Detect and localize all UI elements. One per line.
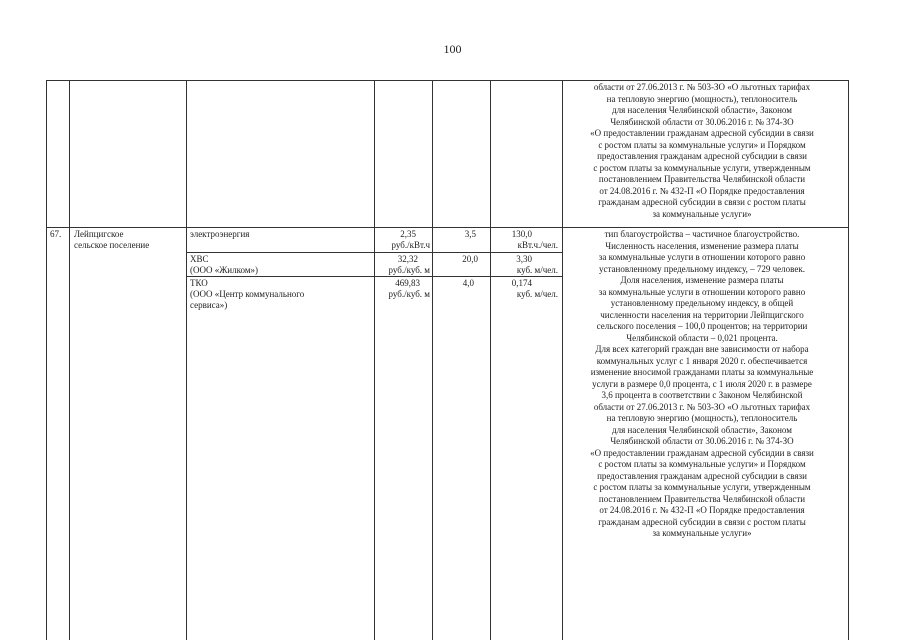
note-line: с ростом платы за коммунальные услуги, утвержденным [593, 482, 811, 492]
note-line: Челябинской области от 30.06.2016 г. № 374-ЗО [610, 116, 794, 127]
column-border [69, 80, 70, 640]
note-line: на тепловую энергию (мощность), теплоноситель [606, 93, 798, 104]
rate-value: 3,5 [464, 229, 476, 239]
note-line: тип благоустройства – частичное благоустройство. [604, 229, 800, 239]
note-line: для населения Челябинской области», Законом [612, 424, 792, 435]
row-note-text [562, 229, 842, 540]
note-line: с ростом платы за коммунальные услуги» и Порядком [598, 139, 806, 150]
note-line: Челябинской области – 0,021 процента. [626, 332, 778, 343]
row-divider [46, 227, 849, 228]
norm-value: 130,0 [511, 229, 532, 239]
row-number: 67. [50, 229, 62, 239]
column-border [374, 80, 375, 640]
note-line: коммунальных услуг с 1 января 2020 г. обеспечивается [596, 355, 808, 366]
note-line: сельского поселения – 100,0 процентов; на территории [596, 321, 808, 331]
norm-value: 0,174 [511, 278, 532, 288]
column-border [848, 80, 849, 640]
rate-value: 20,0 [462, 254, 478, 264]
note-line: на тепловую энергию (мощность), теплоноситель [606, 413, 798, 423]
service-provider: (ООО «Центр коммунального [190, 289, 305, 299]
note-line: за коммунальные услуги в отношении которого равно [598, 286, 806, 297]
column-border [46, 80, 47, 640]
note-line: изменение вносимой гражданами платы за коммунальные [590, 367, 814, 377]
note-line: предоставления гражданам адресной субсидии в связи [597, 470, 807, 481]
note-line: гражданам адресной субсидии в связи с ростом платы [598, 197, 806, 207]
note-line: за коммунальные услуги» [652, 208, 752, 219]
service-name: электроэнергия [190, 229, 250, 239]
norm-unit: куб. м/чел. [516, 265, 558, 275]
table-top-border [46, 80, 849, 81]
note-line: с ростом платы за коммунальные услуги» и Порядком [598, 459, 806, 469]
note-line: установленному предельному индексу, – 729 человек. [599, 263, 805, 274]
tariff-value: 2,35 [400, 229, 416, 239]
note-line: Численность населения, изменение размера платы [605, 240, 799, 251]
service-name: ТКО [190, 278, 208, 288]
note-line: за коммунальные услуги» [652, 528, 752, 538]
note-line: 3,6 процента в соответствии с Законом Челябинской [601, 390, 803, 400]
note-line: постановлением Правительства Челябинской области [598, 174, 806, 184]
note-line: Для всех категорий граждан вне зависимости от набора [595, 344, 809, 354]
service-provider: (ООО «Жилком») [190, 265, 259, 275]
note-line: от 24.08.2016 г. № 432-П «О Порядке предоставления [599, 505, 805, 515]
note-line: постановлением Правительства Челябинской области [598, 493, 806, 504]
note-line: Доля населения, изменение размера платы [620, 275, 784, 285]
column-border [432, 80, 433, 640]
note-line: с ростом платы за коммунальные услуги, утвержденным [593, 162, 811, 173]
note-line: от 24.08.2016 г. № 432-П «О Порядке предоставления [599, 185, 805, 196]
column-border [490, 80, 491, 640]
tariff-unit: руб./кВт.ч [391, 240, 430, 250]
top-note-text [562, 82, 842, 220]
note-line: «О предоставлении гражданам адресной субсидии в связи [590, 447, 814, 458]
note-line: «О предоставлении гражданам адресной субсидии в связи [590, 128, 814, 138]
settlement-name-line2: сельское поселение [74, 240, 150, 250]
note-line: предоставления гражданам адресной субсидии в связи [597, 151, 807, 161]
tariff-unit: руб./куб. м [388, 289, 430, 299]
tariff-value: 469,83 [395, 278, 420, 288]
column-border [186, 80, 187, 640]
norm-value: 3,30 [516, 254, 532, 264]
note-line: Челябинской области от 30.06.2016 г. № 374-ЗО [610, 436, 794, 446]
settlement-name-line1: Лейпцигское [74, 229, 124, 239]
note-line: гражданам адресной субсидии в связи с ростом платы [598, 516, 806, 527]
norm-unit: кВт.ч./чел. [517, 240, 558, 250]
note-line: области от 27.06.2013 г. № 503-ЗО «О льготных тарифах [593, 401, 811, 412]
rate-value: 4,0 [462, 278, 474, 288]
note-line: численности населения на территории Лейпцигского [600, 309, 804, 320]
note-line: за коммунальные услуги в отношении которого равно [598, 252, 806, 262]
service-name: ХВС [190, 254, 209, 264]
norm-unit: куб. м/чел. [516, 289, 558, 299]
note-line: установленному предельному индексу, в общей [610, 298, 794, 308]
note-line: услуги в размере 0,0 процента, с 1 июля 2020 г. в размере [592, 378, 812, 389]
page-number: 100 [443, 42, 462, 56]
service-provider-cont: сервиса») [190, 300, 228, 310]
tariff-unit: руб./куб. м [388, 265, 430, 275]
note-line: области от 27.06.2013 г. № 503-ЗО «О льготных тарифах [593, 82, 811, 92]
tariff-value: 32,32 [397, 254, 418, 264]
note-line: для населения Челябинской области», Законом [612, 105, 792, 115]
